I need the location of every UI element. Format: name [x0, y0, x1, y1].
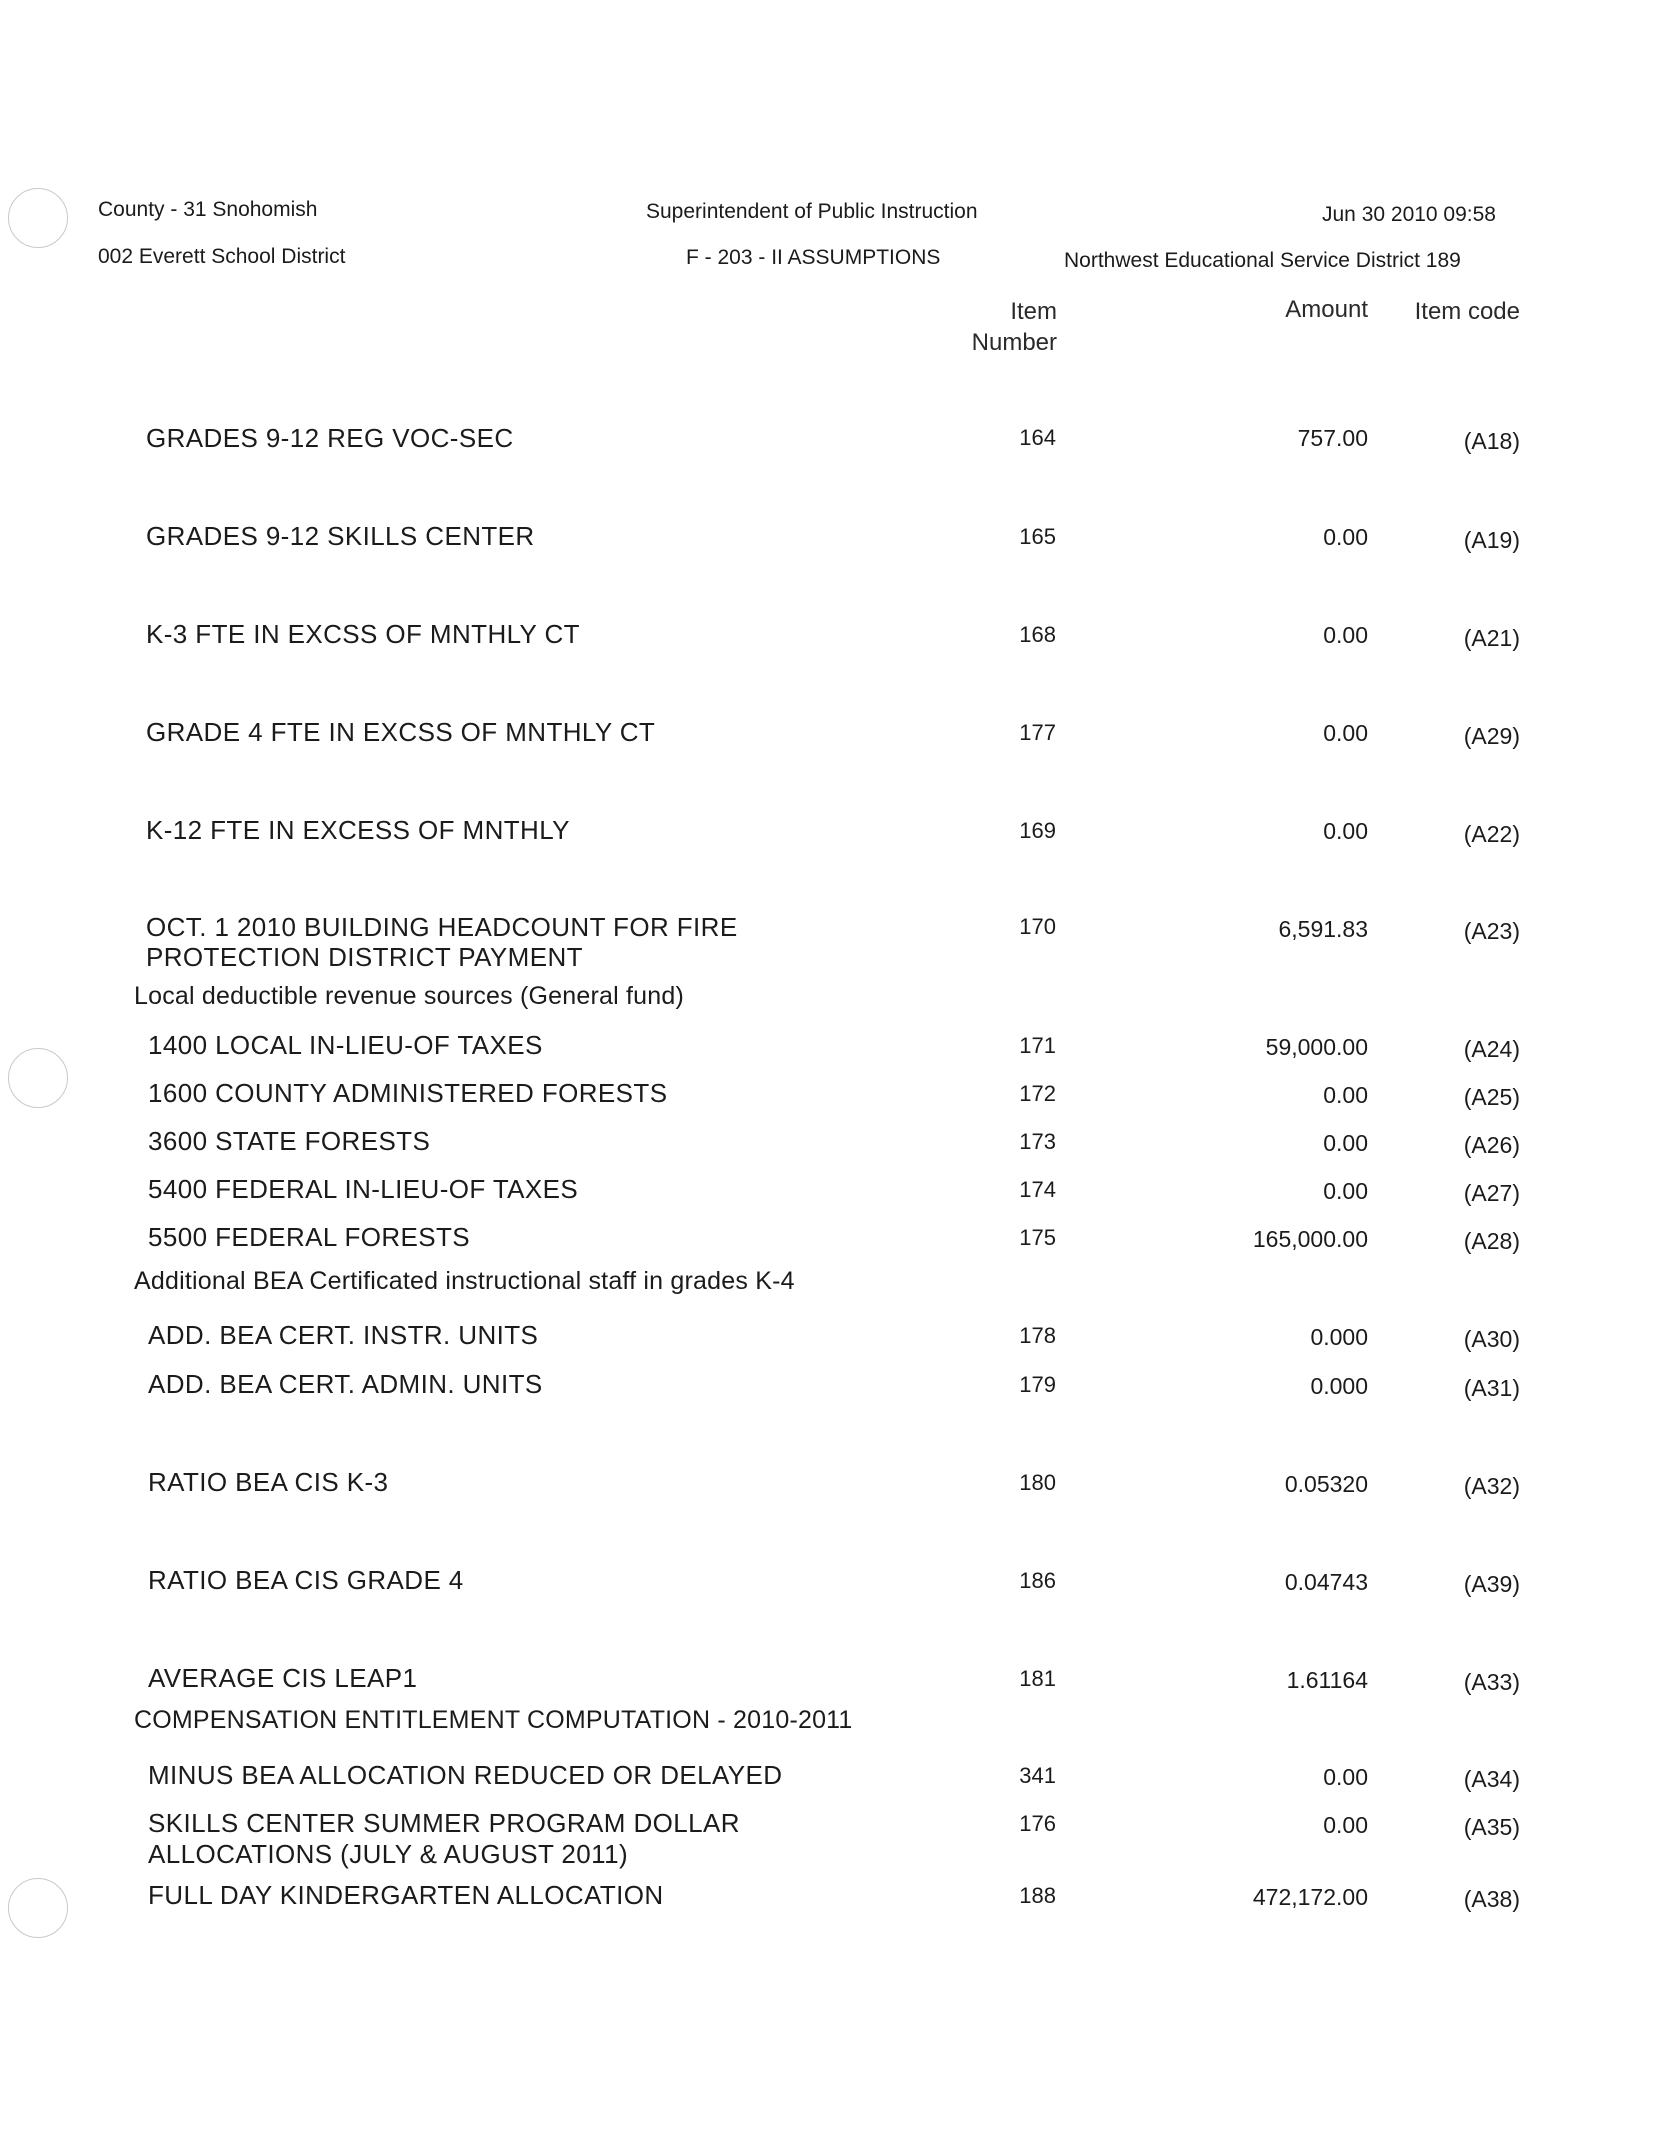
row-item-code: (A28): [1463, 1228, 1520, 1254]
row-amount: 1.61164: [1286, 1667, 1368, 1693]
district-label: 002 Everett School District: [98, 245, 346, 268]
row-item-number: 180: [1019, 1470, 1056, 1495]
row-amount: 0.00: [1323, 1764, 1368, 1790]
row-amount: 0.04743: [1284, 1569, 1368, 1595]
row-amount: 757.00: [1297, 425, 1368, 451]
row-amount: 165,000.00: [1252, 1226, 1368, 1252]
row-item-code: (A22): [1463, 821, 1520, 847]
row-item-number: 173: [1019, 1129, 1056, 1154]
punch-hole: [8, 1048, 68, 1108]
row-amount: 0.000: [1310, 1373, 1368, 1399]
row-label: GRADES 9-12 SKILLS CENTER: [146, 521, 535, 551]
row-label: 5400 FEDERAL IN-LIEU-OF TAXES: [148, 1174, 579, 1204]
row-amount: 0.000: [1310, 1324, 1368, 1350]
row-item-number: 172: [1019, 1081, 1056, 1106]
row-label: SKILLS CENTER SUMMER PROGRAM DOLLAR: [148, 1808, 740, 1838]
row-item-code: (A38): [1463, 1886, 1520, 1912]
row-label: 1600 COUNTY ADMINISTERED FORESTS: [148, 1078, 668, 1108]
row-item-code: (A33): [1463, 1669, 1520, 1695]
row-item-code: (A34): [1463, 1766, 1520, 1792]
col-amount: Amount: [1285, 296, 1368, 323]
row-item-code: (A21): [1463, 625, 1520, 651]
row-label: ADD. BEA CERT. ADMIN. UNITS: [148, 1369, 543, 1399]
row-item-code: (A35): [1463, 1814, 1520, 1840]
report-datetime: Jun 30 2010 09:58: [1322, 203, 1496, 226]
row-item-code: (A24): [1463, 1036, 1520, 1062]
row-item-code: (A18): [1463, 428, 1520, 454]
row-item-code: (A27): [1463, 1180, 1520, 1206]
col-item-line1: Item: [1010, 298, 1057, 325]
row-item-code: (A29): [1463, 723, 1520, 749]
row-item-code: (A30): [1463, 1326, 1520, 1352]
row-item-code: (A31): [1463, 1375, 1520, 1401]
row-label: AVERAGE CIS LEAP1: [148, 1663, 418, 1693]
row-label-continued: PROTECTION DISTRICT PAYMENT: [146, 942, 583, 972]
row-item-number: 164: [1019, 425, 1056, 450]
row-item-number: 178: [1019, 1323, 1056, 1348]
row-label: 3600 STATE FORESTS: [148, 1126, 431, 1156]
col-item-number: [940, 296, 1057, 358]
row-item-number: 177: [1019, 720, 1056, 745]
row-amount: 0.00: [1323, 818, 1368, 844]
row-item-number: 181: [1019, 1666, 1056, 1691]
row-label: ADD. BEA CERT. INSTR. UNITS: [148, 1320, 539, 1350]
row-amount: 6,591.83: [1278, 916, 1368, 942]
row-label: K-3 FTE IN EXCSS OF MNTHLY CT: [146, 619, 580, 649]
row-amount: 0.00: [1323, 524, 1368, 550]
row-item-number: 168: [1019, 622, 1056, 647]
row-item-number: 341: [1019, 1763, 1056, 1788]
row-item-code: (A25): [1463, 1084, 1520, 1110]
esd-label: Northwest Educational Service District 189: [1064, 249, 1461, 272]
row-item-number: 170: [1019, 914, 1056, 939]
section-heading: Local deductible revenue sources (General fund): [134, 982, 685, 1010]
row-label: 1400 LOCAL IN-LIEU-OF TAXES: [148, 1030, 543, 1060]
row-amount: 59,000.00: [1265, 1034, 1368, 1060]
col-item-line2: Number: [971, 329, 1057, 356]
row-label: RATIO BEA CIS K-3: [148, 1467, 389, 1497]
row-label: RATIO BEA CIS GRADE 4: [148, 1565, 464, 1595]
row-label: FULL DAY KINDERGARTEN ALLOCATION: [148, 1880, 664, 1910]
row-item-number: 179: [1019, 1372, 1056, 1397]
row-item-number: 176: [1019, 1811, 1056, 1836]
row-amount: 0.00: [1323, 1130, 1368, 1156]
row-amount: 0.00: [1323, 1082, 1368, 1108]
row-item-number: 186: [1019, 1568, 1056, 1593]
row-amount: 0.00: [1323, 622, 1368, 648]
row-item-number: 188: [1019, 1883, 1056, 1908]
row-label: GRADE 4 FTE IN EXCSS OF MNTHLY CT: [146, 717, 656, 747]
row-item-number: 165: [1019, 524, 1056, 549]
row-label: GRADES 9-12 REG VOC-SEC: [146, 423, 514, 453]
row-item-code: (A23): [1463, 918, 1520, 944]
row-label: 5500 FEDERAL FORESTS: [148, 1222, 471, 1252]
row-amount: 0.05320: [1284, 1471, 1368, 1497]
row-label-continued: ALLOCATIONS (JULY & AUGUST 2011): [148, 1839, 628, 1869]
row-item-code: (A26): [1463, 1132, 1520, 1158]
row-amount: 0.00: [1323, 1178, 1368, 1204]
punch-hole: [8, 1878, 68, 1938]
form-title: F - 203 - II ASSUMPTIONS: [686, 246, 941, 269]
row-label: OCT. 1 2010 BUILDING HEADCOUNT FOR FIRE: [146, 912, 738, 942]
row-item-code: (A39): [1463, 1571, 1520, 1597]
row-item-number: 169: [1019, 818, 1056, 843]
row-item-number: 171: [1019, 1033, 1056, 1058]
col-item-code: Item code: [1414, 298, 1520, 325]
row-amount: 472,172.00: [1252, 1884, 1368, 1910]
punch-hole: [8, 188, 68, 248]
row-item-number: 175: [1019, 1225, 1056, 1250]
agency-label: Superintendent of Public Instruction: [646, 200, 978, 223]
section-heading: Additional BEA Certificated instructional staff in grades K-4: [134, 1267, 795, 1295]
row-amount: 0.00: [1323, 1812, 1368, 1838]
row-label: K-12 FTE IN EXCESS OF MNTHLY: [146, 815, 570, 845]
row-item-code: (A19): [1463, 527, 1520, 553]
row-label: MINUS BEA ALLOCATION REDUCED OR DELAYED: [148, 1760, 783, 1790]
row-amount: 0.00: [1323, 720, 1368, 746]
county-label: County - 31 Snohomish: [98, 198, 318, 221]
row-item-code: (A32): [1463, 1473, 1520, 1499]
section-heading: COMPENSATION ENTITLEMENT COMPUTATION - 2010-2011: [134, 1706, 853, 1734]
row-item-number: 174: [1019, 1177, 1056, 1202]
